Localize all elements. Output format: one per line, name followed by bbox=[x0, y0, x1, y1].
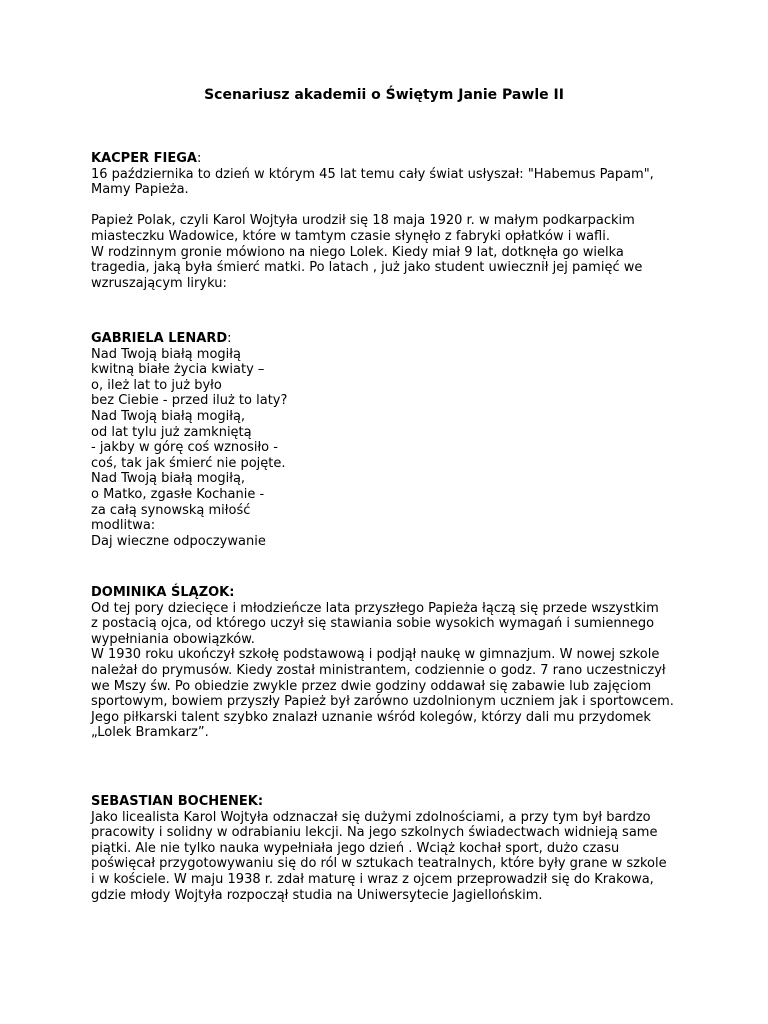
text-line: Nad Twoją białą mogiłą, bbox=[91, 408, 246, 424]
section-sebastian-bochenek bbox=[91, 794, 691, 903]
text-line: Papież Polak, czyli Karol Wojtyła urodził się 18 maja 1920 r. w małym podkarpackim bbox=[91, 213, 635, 229]
text-line: miasteczku Wadowice, które w tamtym czasie słynęło z fabryki opłatków i wafli. bbox=[91, 228, 610, 244]
text-line: coś, tak jak śmierć nie pojęte. bbox=[91, 455, 286, 471]
text-line: wypełniania obowiązków. bbox=[91, 631, 255, 647]
speaker-heading bbox=[91, 585, 691, 601]
text-line: Daj wieczne odpoczywanie bbox=[91, 533, 266, 549]
text-line: Nad Twoją białą mogiłą bbox=[91, 346, 241, 362]
text-line: - jakby w górę coś wznosiło - bbox=[91, 440, 278, 456]
text-line: poświęcał przygotowywaniu się do ról w sztukach teatralnych, które były grane w szkole bbox=[91, 856, 667, 872]
text-line: W 1930 roku ukończył szkołę podstawową i podjął naukę w gimnazjum. W nowej szkole bbox=[91, 647, 660, 663]
text-line: tragedia, jaką była śmierć matki. Po latach , już jako student uwiecznił jej pamięć we bbox=[91, 260, 643, 276]
text-line: piątki. Ale nie tylko nauka wypełniała jego dzień . Wciąż kochał sport, dużo czasu bbox=[91, 840, 620, 856]
document-title: Scenariusz akademii o Świętym Janie Pawle II bbox=[204, 87, 564, 103]
text-line: sportowym, bowiem przyszły Papież był zarówno uzdolnionym uczniem jak i sportowcem. bbox=[91, 694, 674, 710]
text-line: od lat tylu już zamkniętą bbox=[91, 424, 252, 440]
text-line: we Mszy św. Po obiedzie zwykle przez dwie godziny oddawał się zabawie lub zajęciom bbox=[91, 678, 652, 694]
speaker-heading bbox=[91, 794, 691, 810]
text-line: W rodzinnym gronie mówiono na niego Lolek. Kiedy miał 9 lat, dotknęła go wielka bbox=[91, 244, 624, 260]
text-line: 16 października to dzień w którym 45 lat temu cały świat usłyszał: "Habemus Papam", bbox=[91, 166, 654, 182]
paragraph-gap bbox=[91, 198, 691, 214]
text-line: gdzie młody Wojtyła rozpoczął studia na Uniwersytecie Jagiellońskim. bbox=[91, 887, 543, 903]
speaker-name: SEBASTIAN BOCHENEK: bbox=[91, 794, 264, 809]
speaker-name: GABRIELA LENARD bbox=[91, 331, 228, 346]
text-line: za całą synowską miłość bbox=[91, 502, 251, 518]
speaker-name: KACPER FIEGA bbox=[91, 151, 197, 166]
text-line: z postacią ojca, od którego uczył się stawiania sobie wysokich wymagań i sumiennego bbox=[91, 616, 655, 632]
text-line: Jako licealista Karol Wojtyła odznaczał się dużymi zdolnościami, a przy tym był bardzo bbox=[91, 809, 651, 825]
text-line: Nad Twoją białą mogiłą, bbox=[91, 471, 246, 487]
text-line: „Lolek Bramkarz”. bbox=[91, 725, 209, 741]
text-line: wzruszającym liryku: bbox=[91, 275, 227, 291]
section-gabriela-lenard bbox=[91, 331, 691, 549]
text-line: Mamy Papieża. bbox=[91, 182, 189, 198]
speaker-colon: : bbox=[196, 151, 202, 166]
section-kacper-fiega bbox=[91, 151, 691, 291]
text-line: modlitwa: bbox=[91, 518, 156, 534]
text-line: kwitną białe życia kwiaty – bbox=[91, 362, 265, 378]
section-dominika-slazok bbox=[91, 585, 691, 741]
text-line: o, ileż lat to już było bbox=[91, 377, 222, 393]
text-line: i w kościele. W maju 1938 r. zdał maturę i wraz z ojcem przeprowadził się do Krakowa, bbox=[91, 871, 654, 887]
text-line: Jego piłkarski talent szybko znalazł uznanie wśród kolegów, którzy dali mu przydomek bbox=[91, 709, 651, 725]
speaker-heading bbox=[91, 151, 691, 167]
text-line: bez Ciebie - przed iluż to laty? bbox=[91, 393, 288, 409]
text-line: należał do prymusów. Kiedy został ministrantem, codziennie o godz. 7 rano uczestniczył bbox=[91, 662, 666, 678]
text-line: pracowity i solidny w odrabianiu lekcji. Na jego szkolnych świadectwach widnieją same bbox=[91, 825, 658, 841]
speaker-colon: : bbox=[227, 331, 232, 346]
text-line: Od tej pory dziecięce i młodzieńcze lata przyszłego Papieża łączą się przede wszystkim bbox=[91, 600, 659, 616]
speaker-heading bbox=[91, 331, 691, 347]
speaker-name: DOMINIKA ŚLĄZOK: bbox=[91, 585, 235, 600]
text-line: o Matko, zgasłe Kochanie - bbox=[91, 486, 265, 502]
